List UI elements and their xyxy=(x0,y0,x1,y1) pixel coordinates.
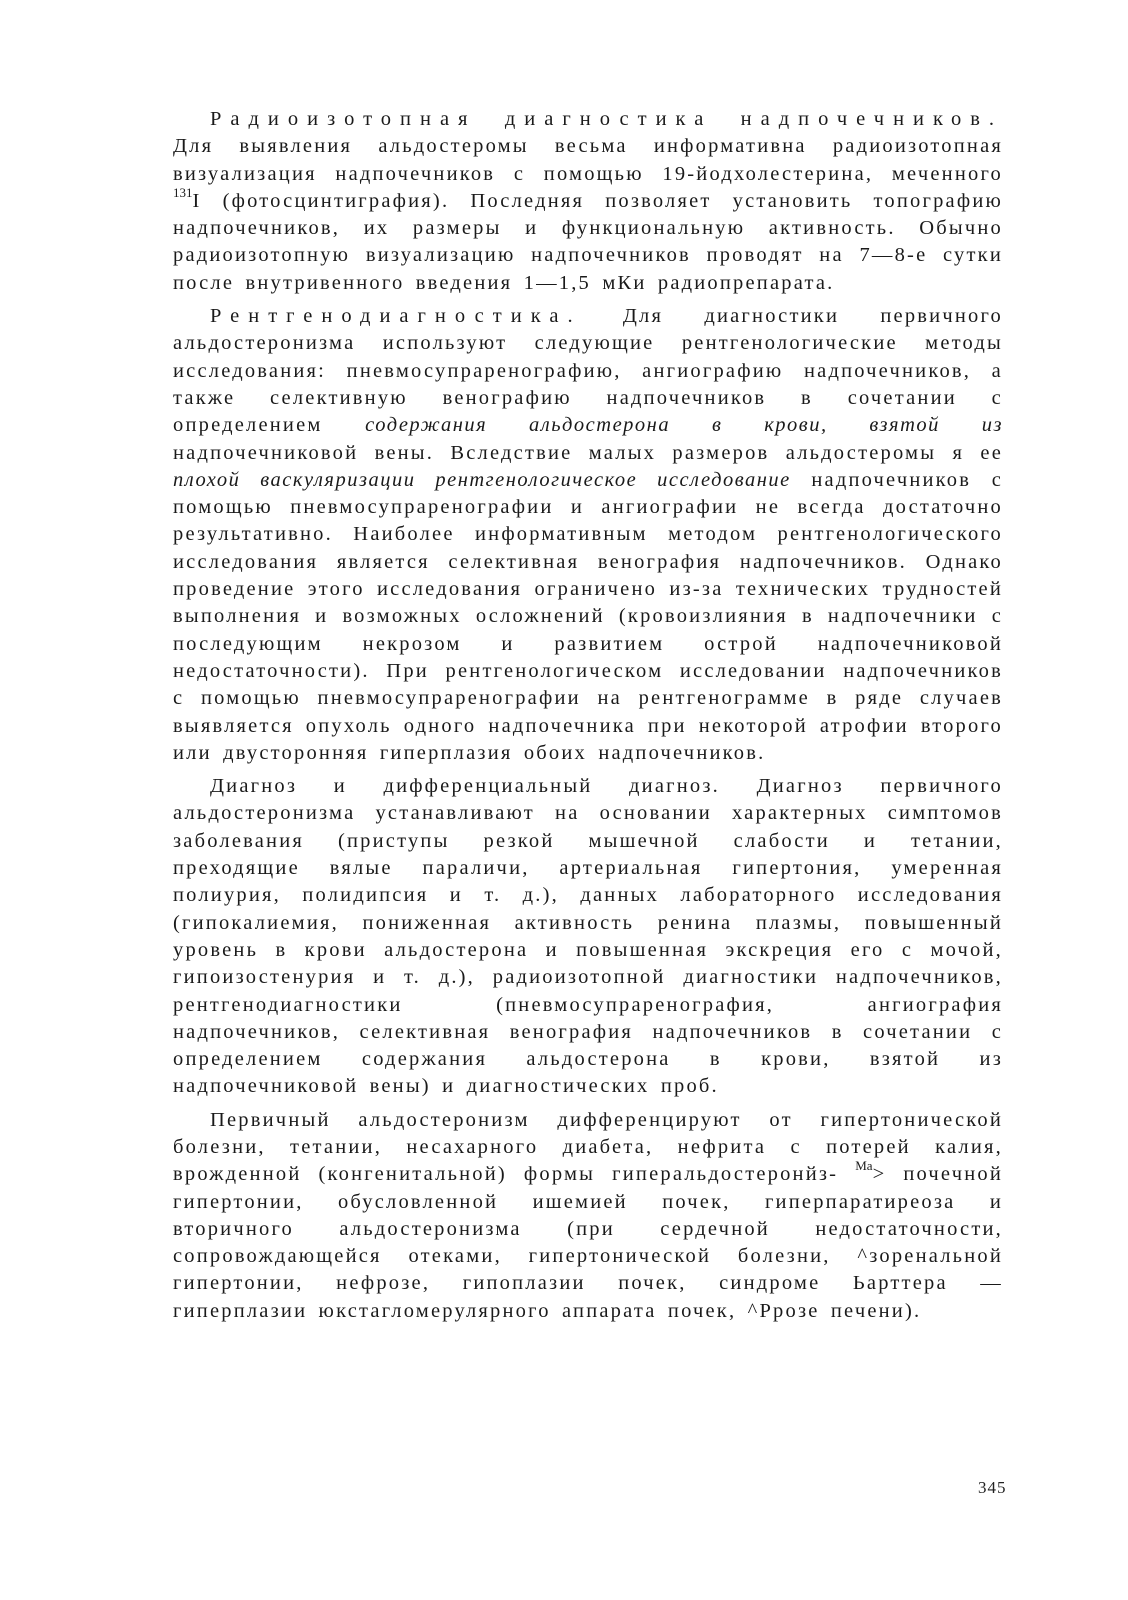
ocr-artifact-superscript: Ма xyxy=(855,1158,873,1174)
paragraph-diagnosis: Диагноз и дифференциальный диагноз. Диагноз первичного альдостеронизма устанавливают на основании характерных симптомов заболевания (приступы резкой мышечной слабости и тетании, преходящие вялые параличи, артериальная гипертония, умеренная полиурия, полидипсия и т. д.), данных лабораторного исследования (гипокалиемия, пониженная активность ренина плазмы, повышенный уровень в крови альдостерона и повышенная экскреция его с мочой, гипоизостенурия и т. д.), радиоизотопной диагностики надпочечников, рентгенодиагностики (пневмосупраренография, ангиография надпочечников, селективная венография надпочечников в сочетании с определением содержания альдостерона в крови, взятой из надпочечниковой вены) и диагностических проб. xyxy=(173,775,1003,1098)
page-number: 345 xyxy=(978,1478,1007,1497)
section-heading-radioisotope: Радиоизотопная диагностика надпочечников. xyxy=(210,108,1003,130)
isotope-mass-number: 131 xyxy=(173,184,193,200)
paragraph-differential-diagnosis: Первичный альдостеронизм дифференцируют от гипертонической болезни, тетании, несахарного диабета, нефрита с потерей калия, врожденной (конгенитальной) формы гиперальдостеронйз- $^{Ма}$> почечной гипертонии, обусловленной ишемией почек, гиперпаратиреоза и вторичного альдостеронизма (при сердечной недостаточности, сопровождающейся отеками, гипертонической болезни, ^зоренальной гипертонии, нефрозе, гипоплазии почек, синдроме Ьарттера — гиперплазии юкстагломерулярного аппарата почек, ^Ррозе печени). xyxy=(173,1108,1004,1322)
paragraph-radioisotope-diagnostics: Радиоизотопная диагностика надпочечников. Для выявления альдостеромы весьма информативна радиоизотопная визуализация надпочечников с помощью 19-йодхолестерина, меченного $^{131}$I (фотосцинтиграфия). Последняя позволяет установить топографию надпочечников, их размеры и функциональную активность. Обычно радиоизотопную визуализацию надпочечников проводят на 7—8-е сутки после внутривенного введения 1—1,5 мКи радиопрепарата. xyxy=(173,108,1003,294)
page-body xyxy=(173,106,1003,1331)
paragraph-x-ray-diagnostics: Рентгенодиагностика. Для диагностики первичного альдостеронизма используют следующие рентгенологические методы исследования: пневмосупраренографию, ангиографию надпочечников, а также селективную венографию надпочечников в сочетании с определением содержания альдостерона в крови, взятой из надпочечниковой вены. Вследствие малых размеров альдостеромы я ее плохой васкуляризации рентгенологическое исследование надпочечников с помощью пневмосупраренографии и ангиографии не всегда достаточно результативно. Наиболее информативным методом рентгенологического исследования является селективная венография надпочечников. Однако проведение этого исследования ограничено из-за технических трудностей выполнения и возможных осложнений (кровоизлияния в надпочечники с последующим некрозом и развитием острой надпочечниковой недостаточности). При рентгенологическом исследовании надпочечников с помощью пневмосупраренографии на рентгенограмме в ряде случаев выявляется опухоль одного надпочечника при некоторой атрофии второго или двусторонняя гиперплазия обоих надпочечников. xyxy=(173,305,1004,764)
section-heading-x-ray: Рентгенодиагностика. xyxy=(210,305,582,328)
